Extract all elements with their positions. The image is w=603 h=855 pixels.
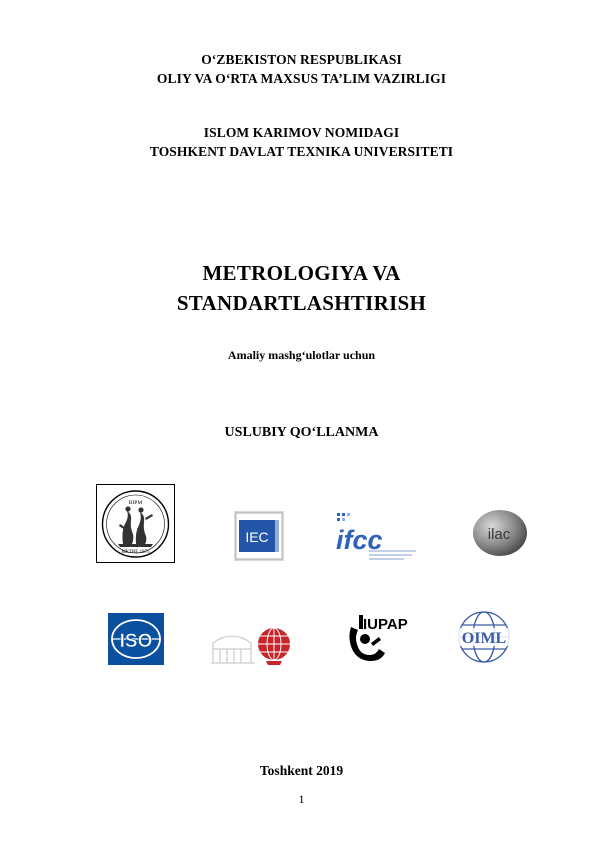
bipm-top-text: BIPM bbox=[128, 500, 143, 506]
iec-text: IEC bbox=[245, 529, 269, 545]
bipm-bottom-text: METRE 1875 bbox=[121, 550, 150, 555]
page-number: 1 bbox=[298, 792, 305, 806]
building-globe-logo bbox=[210, 625, 296, 667]
document-type: USLUBIY QO‘LLANMA bbox=[224, 425, 379, 440]
oiml-text: OIML bbox=[461, 630, 507, 647]
iupap-text: IUPAP bbox=[363, 616, 408, 633]
place-and-year: Toshkent 2019 bbox=[259, 763, 344, 778]
document-subtitle: Amaliy mashg‘ulotlar uchun bbox=[227, 348, 376, 362]
ilac-logo bbox=[471, 508, 529, 558]
iec-logo bbox=[234, 511, 284, 561]
ifcc-logo bbox=[334, 511, 418, 561]
university-line-1: ISLOM KARIMOV NOMIDAGI bbox=[203, 125, 400, 140]
bipm-logo bbox=[96, 484, 175, 563]
iso-text: ISO bbox=[119, 631, 153, 652]
ministry-line-1: O‘ZBEKISTON RESPUBLIKASI bbox=[201, 52, 402, 67]
university-line-2: TOSHKENT DAVLAT TEXNIKA UNIVERSITETI bbox=[149, 144, 454, 159]
ifcc-text: ifcc bbox=[336, 525, 383, 555]
ministry-line-2: OLIY VA O‘RTA MAXSUS TA’LIM VAZIRLIGI bbox=[156, 71, 447, 86]
iso-logo bbox=[108, 613, 164, 665]
document-title-line-2: STANDARTLASHTIRISH bbox=[176, 291, 427, 315]
iupap-logo bbox=[345, 609, 413, 665]
document-title-line-1: METROLOGIYA VA bbox=[202, 261, 401, 285]
ilac-text: ilac bbox=[487, 526, 511, 543]
oiml-logo bbox=[452, 609, 516, 665]
